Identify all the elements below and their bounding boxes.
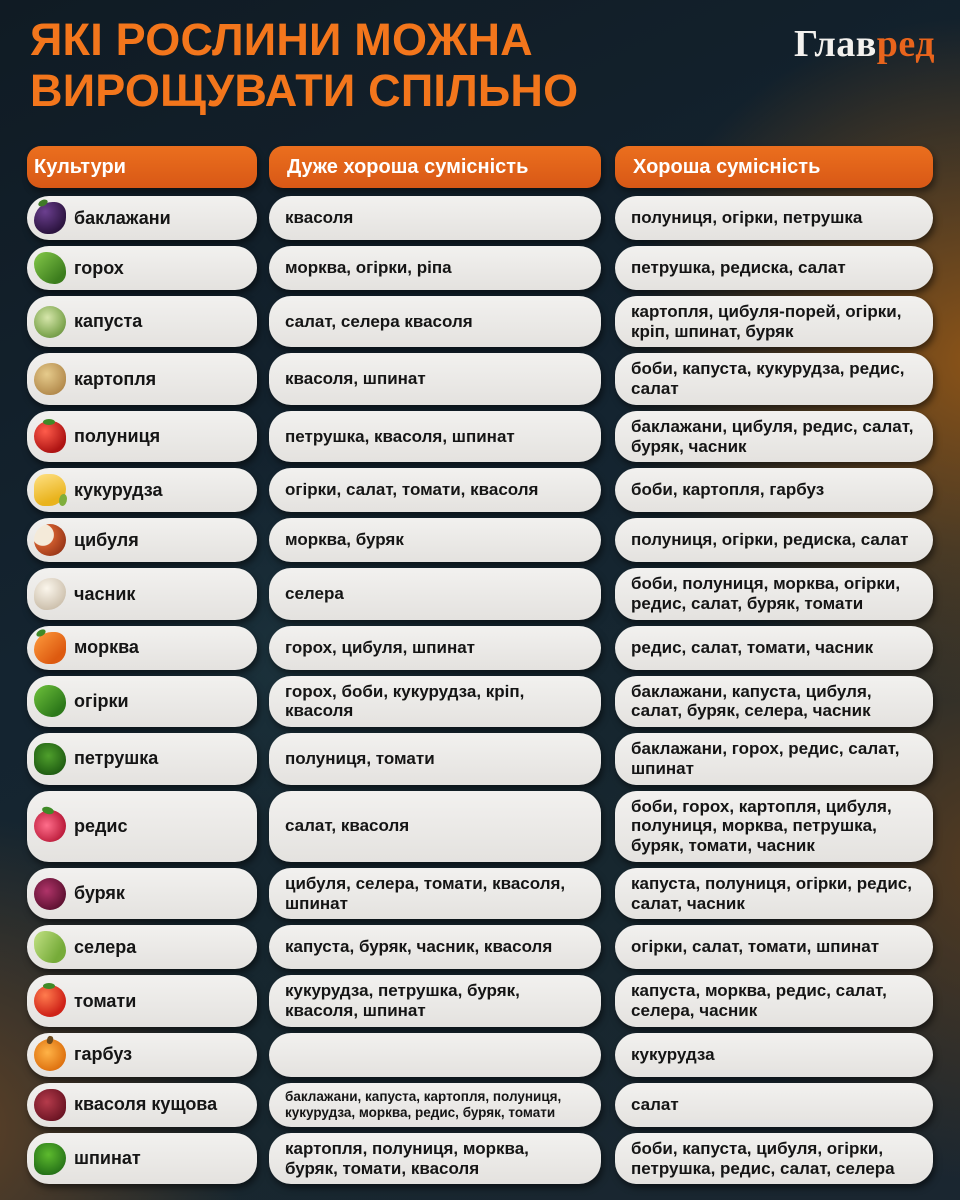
good-text: капуста, морква, редис, салат, селера, часник <box>631 981 887 1020</box>
good-text: петрушка, редиска, салат <box>631 258 846 278</box>
onion-icon <box>34 524 66 556</box>
crop-cell <box>27 246 257 290</box>
column-header-good: Хороша сумісність <box>615 146 933 188</box>
crop-cell <box>27 868 257 919</box>
celery-icon <box>34 931 66 963</box>
good-cell <box>615 1133 933 1184</box>
logo-part-orange: ред <box>876 23 935 65</box>
table-row <box>27 925 933 969</box>
parsley-icon <box>34 743 66 775</box>
crop-cell <box>27 353 257 404</box>
very-good-cell <box>269 196 601 240</box>
strawberry-icon <box>34 421 66 453</box>
good-text: огірки, салат, томати, шпинат <box>631 937 880 957</box>
crop-cell <box>27 791 257 862</box>
good-text: баклажани, горох, редис, салат, шпинат <box>631 739 900 778</box>
good-cell <box>615 868 933 919</box>
good-cell <box>615 676 933 727</box>
good-text: кукурудза <box>631 1044 715 1064</box>
crop-label: горох <box>74 257 124 278</box>
garlic-icon <box>34 578 66 610</box>
very-good-text: морква, буряк <box>285 530 404 550</box>
good-text: картопля, цибуля-порей, огірки, кріп, шпинат, буряк <box>631 302 902 341</box>
good-cell <box>615 975 933 1026</box>
very-good-cell <box>269 1083 601 1127</box>
very-good-cell <box>269 411 601 462</box>
very-good-text: квасоля, шпинат <box>285 369 426 389</box>
crop-cell <box>27 568 257 619</box>
crop-label: картопля <box>74 368 157 389</box>
good-text: баклажани, капуста, цибуля, салат, буряк, селера, часник <box>631 681 872 721</box>
carrot-icon <box>34 632 66 664</box>
crop-cell <box>27 468 257 512</box>
crop-label: редис <box>74 815 128 836</box>
column-header-very-good: Дуже хороша сумісність <box>269 146 601 188</box>
table-row <box>27 353 933 404</box>
table-row <box>27 568 933 619</box>
very-good-cell <box>269 296 601 347</box>
beet-icon <box>34 878 66 910</box>
very-good-cell <box>269 568 601 619</box>
good-text: салат <box>631 1094 679 1114</box>
table-row <box>27 626 933 670</box>
table-row <box>27 1133 933 1184</box>
good-cell <box>615 568 933 619</box>
crop-label: часник <box>74 583 136 604</box>
crop-label: квасоля кущова <box>74 1094 218 1115</box>
crop-cell <box>27 411 257 462</box>
very-good-cell <box>269 1133 601 1184</box>
very-good-cell <box>269 676 601 727</box>
good-text: баклажани, цибуля, редис, салат, буряк, часник <box>631 416 914 456</box>
page-title <box>30 14 578 117</box>
good-cell <box>615 925 933 969</box>
table-row <box>27 518 933 562</box>
very-good-cell <box>269 975 601 1026</box>
good-cell <box>615 733 933 784</box>
crop-cell <box>27 925 257 969</box>
glavred-logo <box>794 22 935 66</box>
good-text: боби, капуста, кукурудза, редис, салат <box>631 359 905 399</box>
column-header-crops: Культури <box>27 146 257 188</box>
very-good-text: цибуля, селера, томати, квасоля, шпинат <box>285 873 566 913</box>
corn-icon <box>34 474 66 506</box>
table-row <box>27 411 933 462</box>
very-good-cell <box>269 733 601 784</box>
crop-cell <box>27 676 257 727</box>
crop-label: кукурудза <box>74 479 163 500</box>
very-good-cell <box>269 868 601 919</box>
crop-label: полуниця <box>74 426 161 447</box>
very-good-text: горох, боби, кукурудза, кріп, квасоля <box>285 681 525 721</box>
cabbage-icon <box>34 306 66 338</box>
page-title-line2: ВИРОЩУВАТИ СПІЛЬНО <box>30 65 579 117</box>
very-good-cell <box>269 353 601 404</box>
good-cell <box>615 296 933 347</box>
table-row <box>27 246 933 290</box>
cucumber-icon <box>34 685 66 717</box>
crop-cell <box>27 733 257 784</box>
very-good-cell <box>269 925 601 969</box>
crop-label: томати <box>74 990 137 1011</box>
good-cell <box>615 468 933 512</box>
crop-cell <box>27 1033 257 1077</box>
good-cell <box>615 196 933 240</box>
good-cell <box>615 791 933 862</box>
table-row <box>27 196 933 240</box>
crop-label: капуста <box>74 311 143 332</box>
good-cell <box>615 353 933 404</box>
very-good-cell <box>269 1033 601 1077</box>
good-text: боби, картопля, гарбуз <box>631 480 825 500</box>
good-text: полуниця, огірки, петрушка <box>631 208 863 228</box>
crop-cell <box>27 975 257 1026</box>
good-cell <box>615 411 933 462</box>
very-good-cell <box>269 791 601 862</box>
potato-icon <box>34 363 66 395</box>
very-good-text: селера <box>285 584 344 604</box>
page-title-line1: ЯКІ РОСЛИНИ МОЖНА <box>30 14 533 65</box>
very-good-text: морква, огірки, ріпа <box>285 258 452 278</box>
good-text: боби, полуниця, морква, огірки, редис, салат, буряк, томати <box>631 574 901 614</box>
crop-label: селера <box>74 936 137 957</box>
crop-label: шпинат <box>74 1148 141 1169</box>
table-row <box>27 975 933 1026</box>
very-good-text: баклажани, капуста, картопля, полуниця, кукурудза, морква, редис, буряк, томати <box>285 1088 562 1120</box>
crop-label: гарбуз <box>74 1044 133 1065</box>
crop-label: огірки <box>74 691 129 712</box>
table-row <box>27 1033 933 1077</box>
very-good-text: салат, селера квасоля <box>285 311 473 331</box>
bush-beans-icon <box>34 1089 66 1121</box>
good-cell <box>615 626 933 670</box>
very-good-text: петрушка, квасоля, шпинат <box>285 426 515 446</box>
table-row <box>27 733 933 784</box>
table-row <box>27 468 933 512</box>
good-cell <box>615 246 933 290</box>
table-row <box>27 1083 933 1127</box>
very-good-text: капуста, буряк, часник, квасоля <box>285 937 553 957</box>
crop-cell <box>27 1083 257 1127</box>
very-good-text: полуниця, томати <box>285 749 435 769</box>
table-body <box>27 196 933 1184</box>
radish-icon <box>34 810 66 842</box>
very-good-cell <box>269 626 601 670</box>
very-good-text: горох, цибуля, шпинат <box>285 637 475 657</box>
peas-icon <box>34 252 66 284</box>
good-cell <box>615 1083 933 1127</box>
very-good-cell <box>269 468 601 512</box>
good-text: капуста, полуниця, огірки, редис, салат, часник <box>631 873 912 913</box>
crop-cell <box>27 196 257 240</box>
good-text: боби, горох, картопля, цибуля, полуниця, морква, петрушка, буряк, томати, часник <box>631 796 892 856</box>
good-cell <box>615 1033 933 1077</box>
table-row <box>27 296 933 347</box>
crop-label: цибуля <box>74 529 139 550</box>
eggplant-icon <box>34 202 66 234</box>
pumpkin-icon <box>34 1039 66 1071</box>
good-cell <box>615 518 933 562</box>
crop-cell <box>27 1133 257 1184</box>
very-good-cell <box>269 246 601 290</box>
crop-cell <box>27 518 257 562</box>
crop-label: баклажани <box>74 207 171 228</box>
very-good-text: огірки, салат, томати, квасоля <box>285 480 539 500</box>
very-good-text: салат, квасоля <box>285 816 410 836</box>
good-text: полуниця, огірки, редиска, салат <box>631 530 909 550</box>
table-header <box>27 146 933 188</box>
very-good-text: квасоля <box>285 208 354 228</box>
crop-label: морква <box>74 637 139 658</box>
table-row <box>27 868 933 919</box>
crop-cell <box>27 296 257 347</box>
spinach-icon <box>34 1143 66 1175</box>
very-good-text: картопля, полуниця, морква, буряк, томати, квасоля <box>285 1139 529 1178</box>
very-good-text: кукурудза, петрушка, буряк, квасоля, шпинат <box>285 981 520 1020</box>
crop-label: петрушка <box>74 748 159 769</box>
logo-part-white: Глав <box>794 23 877 65</box>
crop-cell <box>27 626 257 670</box>
good-text: редис, салат, томати, часник <box>631 637 874 657</box>
good-text: боби, капуста, цибуля, огірки, петрушка, редис, салат, селера <box>631 1139 895 1178</box>
table-row <box>27 791 933 862</box>
tomato-icon <box>34 985 66 1017</box>
crop-label: буряк <box>74 883 125 904</box>
very-good-cell <box>269 518 601 562</box>
compatibility-table <box>27 146 933 1184</box>
table-row <box>27 676 933 727</box>
